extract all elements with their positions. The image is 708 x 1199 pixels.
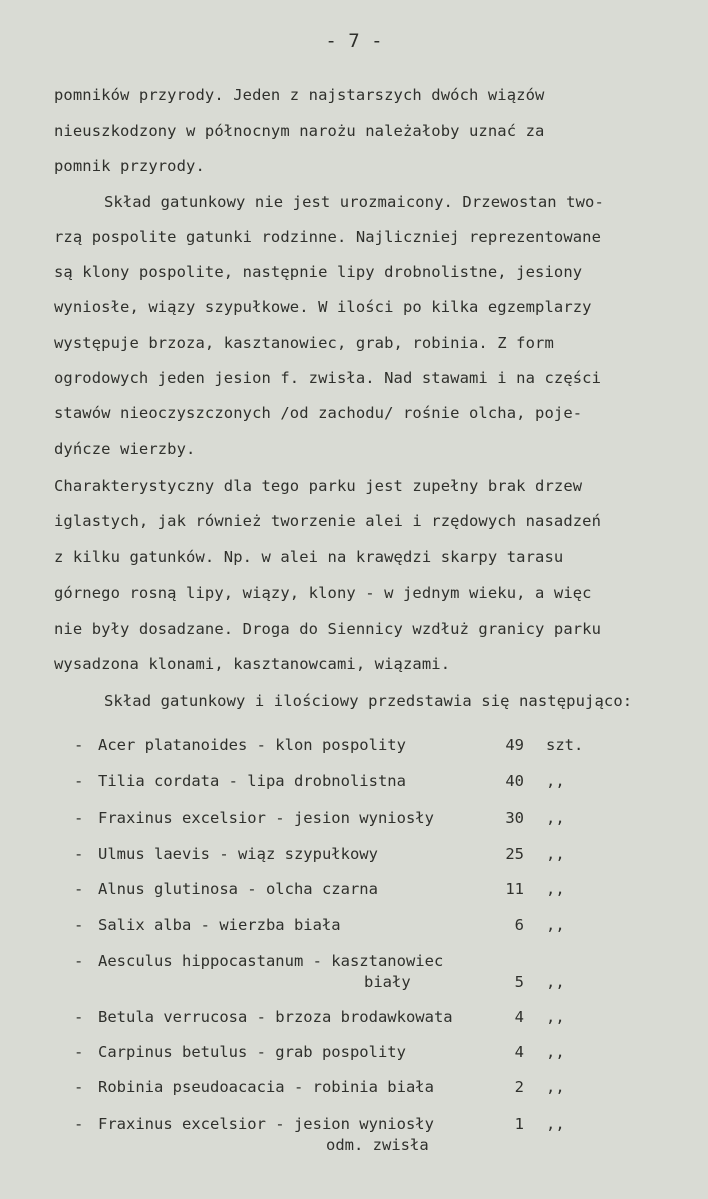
species-name-continuation: odm. zwisła xyxy=(326,1136,429,1154)
species-row xyxy=(0,952,708,998)
species-unit: ,, xyxy=(546,880,565,898)
species-unit: ,, xyxy=(546,1115,565,1133)
species-name: Betula verrucosa - brzoza brodawkowata xyxy=(98,1008,453,1026)
species-name: Salix alba - wierzba biała xyxy=(98,916,341,934)
species-count: 1 xyxy=(514,1115,524,1133)
text-line: Skład gatunkowy nie jest urozmaicony. Drzewostan two- xyxy=(104,193,604,211)
text-line: wyniosłe, wiązy szypułkowe. W ilości po kilka egzemplarzy xyxy=(54,298,592,316)
text-line: pomnik przyrody. xyxy=(54,157,205,175)
species-row xyxy=(0,1008,708,1032)
species-name: Carpinus betulus - grab pospolity xyxy=(98,1043,406,1061)
text-line: stawów nieoczyszczonych /od zachodu/ rośnie olcha, poje- xyxy=(54,404,583,422)
text-line: nie były dosadzane. Droga do Siennicy wzdłuż granicy parku xyxy=(54,620,602,638)
species-unit: ,, xyxy=(546,809,565,827)
species-count: 49 xyxy=(505,736,524,754)
species-count: 6 xyxy=(514,916,524,934)
text-line: Skład gatunkowy i ilościowy przedstawia się następująco: xyxy=(104,692,633,710)
species-unit: ,, xyxy=(546,1078,565,1096)
species-count: 4 xyxy=(514,1043,524,1061)
species-unit: ,, xyxy=(546,973,565,991)
species-name: Fraxinus excelsior - jesion wyniosły xyxy=(98,1115,434,1133)
species-name: Acer platanoides - klon pospolity xyxy=(98,736,406,754)
list-dash: - xyxy=(74,1115,84,1133)
text-line: górnego rosną lipy, wiązy, klony - w jednym wieku, a więc xyxy=(54,584,592,602)
species-count: 5 xyxy=(514,973,524,991)
species-count: 25 xyxy=(505,845,524,863)
species-row xyxy=(0,880,708,904)
list-dash: - xyxy=(74,1008,84,1026)
text-line: dyńcze wierzby. xyxy=(54,440,196,458)
text-line: iglastych, jak również tworzenie alei i rzędowych nasadzeń xyxy=(54,512,602,530)
species-name: Aesculus hippocastanum - kasztanowiec xyxy=(98,952,444,970)
text-line: nieuszkodzony w północnym narożu należałoby uznać za xyxy=(54,122,545,140)
text-line: wysadzona klonami, kasztanowcami, wiązami. xyxy=(54,655,451,673)
list-dash: - xyxy=(74,1043,84,1061)
species-unit: ,, xyxy=(546,916,565,934)
species-unit: ,, xyxy=(546,845,565,863)
text-line: ogrodowych jeden jesion f. zwisła. Nad stawami i na części xyxy=(54,369,602,387)
species-unit: ,, xyxy=(546,772,565,790)
species-name: Ulmus laevis - wiąz szypułkowy xyxy=(98,845,378,863)
list-dash: - xyxy=(74,809,84,827)
species-row xyxy=(0,736,708,760)
species-row xyxy=(0,1043,708,1067)
species-name: Alnus glutinosa - olcha czarna xyxy=(98,880,378,898)
species-row xyxy=(0,1078,708,1102)
text-line: z kilku gatunków. Np. w alei na krawędzi skarpy tarasu xyxy=(54,548,564,566)
species-name-continuation: biały xyxy=(364,973,411,991)
species-unit: ,, xyxy=(546,1043,565,1061)
species-row xyxy=(0,809,708,833)
text-line: są klony pospolite, następnie lipy drobnolistne, jesiony xyxy=(54,263,583,281)
list-dash: - xyxy=(74,880,84,898)
list-dash: - xyxy=(74,736,84,754)
text-line: pomników przyrody. Jeden z najstarszych dwóch wiązów xyxy=(54,86,545,104)
page-number: - 7 - xyxy=(325,30,383,52)
species-row xyxy=(0,916,708,940)
text-line: Charakterystyczny dla tego parku jest zupełny brak drzew xyxy=(54,477,583,495)
list-dash: - xyxy=(74,845,84,863)
species-row xyxy=(0,845,708,869)
list-dash: - xyxy=(74,1078,84,1096)
species-row xyxy=(0,772,708,796)
species-count: 30 xyxy=(505,809,524,827)
species-count: 2 xyxy=(514,1078,524,1096)
species-name: Robinia pseudoacacia - robinia biała xyxy=(98,1078,434,1096)
text-line: występuje brzoza, kasztanowiec, grab, robinia. Z form xyxy=(54,334,554,352)
text-line: rzą pospolite gatunki rodzinne. Najliczniej reprezentowane xyxy=(54,228,602,246)
species-count: 11 xyxy=(505,880,524,898)
list-dash: - xyxy=(74,952,84,970)
species-row xyxy=(0,1115,708,1161)
species-unit: szt. xyxy=(546,736,584,754)
species-name: Tilia cordata - lipa drobnolistna xyxy=(98,772,406,790)
list-dash: - xyxy=(74,916,84,934)
list-dash: - xyxy=(74,772,84,790)
species-count: 40 xyxy=(505,772,524,790)
species-unit: ,, xyxy=(546,1008,565,1026)
species-name: Fraxinus excelsior - jesion wyniosły xyxy=(98,809,434,827)
species-count: 4 xyxy=(514,1008,524,1026)
